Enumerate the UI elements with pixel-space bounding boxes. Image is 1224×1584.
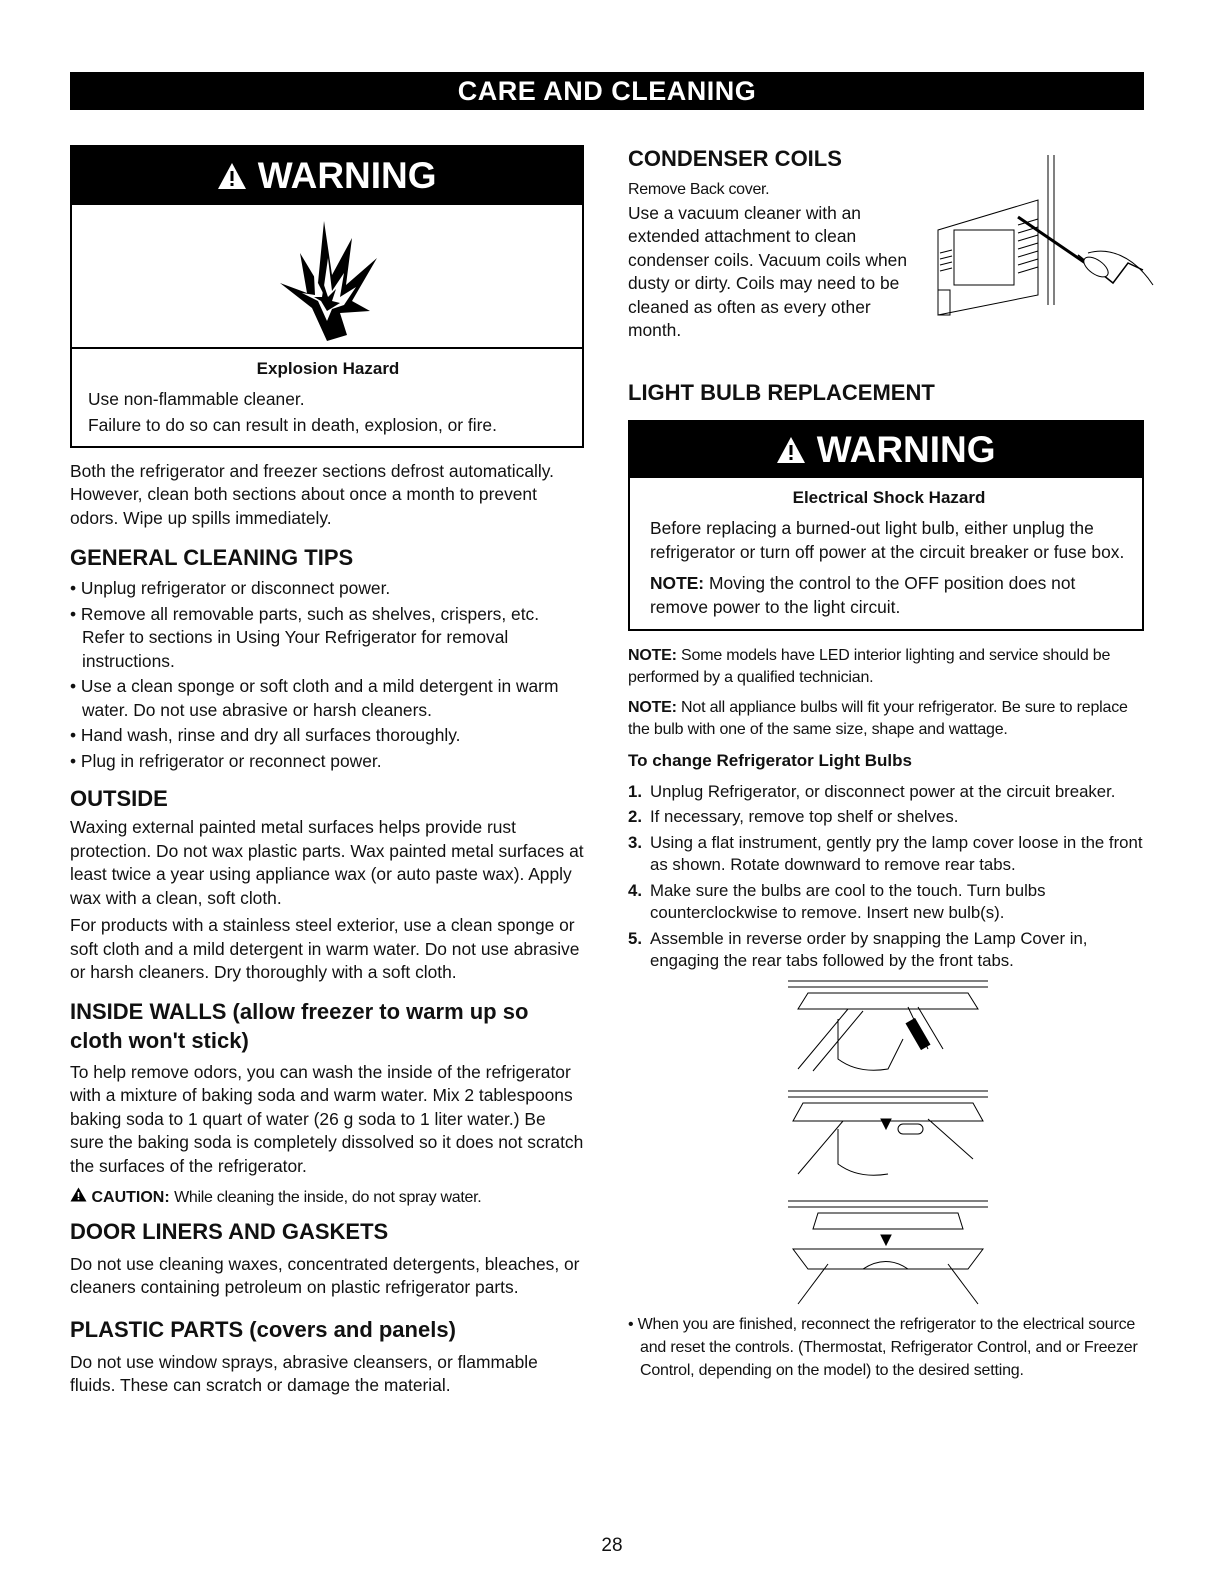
hazard-line: Use non-flammable cleaner.	[88, 388, 305, 409]
general-tips-list	[70, 577, 584, 773]
condenser-line: Remove Back cover.	[628, 181, 770, 198]
bulb-steps-list	[628, 781, 1144, 973]
note-bulbs: NOTE: Not all appliance bulbs will fit your refrigerator. Be sure to replace the bulb with one of the same size, shape and wattage.	[628, 699, 1128, 738]
list-item: 4. Make sure the bulbs are cool to the touch. Turn bulbs counterclockwise to remove. Insert new bulb(s).	[628, 880, 1046, 922]
list-item: • Remove all removable parts, such as shelves, crispers, etc. Refer to sections in Using Your Refrigerator for removal instructions.	[70, 603, 540, 671]
right-column	[628, 145, 1144, 1382]
list-item: 2. If necessary, remove top shelf or shelves.	[628, 807, 959, 826]
list-item: • Unplug refrigerator or disconnect power.	[70, 578, 391, 598]
plastic-para: Do not use window sprays, abrasive cleansers, or flammable fluids. These can scratch or damage the material.	[70, 1351, 538, 1395]
shock-warning-text: Before replacing a burned-out light bulb, either unplug the refrigerator or turn off power at the circuit breaker or fuse box.	[650, 518, 1125, 562]
condenser-heading: CONDENSER COILS	[628, 146, 842, 171]
explosion-icon	[252, 213, 402, 343]
shock-warning-box	[628, 420, 1144, 632]
warning-label: WARNING	[816, 428, 996, 470]
door-para: Do not use cleaning waxes, concentrated detergents, bleaches, or cleaners containing petroleum on plastic refrigerator parts.	[70, 1253, 580, 1297]
list-item: • Use a clean sponge or soft cloth and a mild detergent in warm water. Do not use abrasive or harsh cleaners.	[70, 676, 559, 720]
door-heading: DOOR LINERS AND GASKETS	[70, 1218, 389, 1244]
outside-para: Waxing external painted metal surfaces helps provide rust protection. Do not wax plastic parts. Wax painted metal surfaces at least twice a year using appliance wax (or auto paste wax). Apply wax with a clean, soft cloth.	[70, 817, 584, 908]
hazard-title: Electrical Shock Hazard	[792, 487, 986, 507]
warning-triangle-icon	[217, 149, 247, 207]
warning-triangle-icon	[776, 424, 806, 480]
outside-para: For products with a stainless steel exterior, use a clean sponge or soft cloth and a mild detergent in warm water. Do not use abrasive or harsh cleaners. Dry thoroughly with a soft cloth.	[70, 915, 580, 982]
list-item: 5. Assemble in reverse order by snapping the Lamp Cover in, engaging the rear tabs followed by the front tabs.	[628, 928, 1088, 970]
final-instruction: • When you are finished, reconnect the refrigerator to the electrical source and reset the controls. (Thermostat, Refrigerator Control, and or Freezer Control, depending on the model) to the desired setting.	[628, 1315, 1138, 1379]
page-title: CARE AND CLEANING	[70, 72, 1144, 110]
left-column	[70, 145, 584, 1398]
lamp-cover-illustration	[768, 979, 1008, 1309]
outside-heading: OUTSIDE	[70, 786, 168, 811]
light-heading: LIGHT BULB REPLACEMENT	[628, 379, 935, 405]
list-item: 3. Using a flat instrument, gently pry the lamp cover loose in the front as shown. Rotate downward to remove rear tabs.	[628, 832, 1143, 874]
inside-para: To help remove odors, you can wash the inside of the refrigerator with a mixture of baking soda and warm water. Mix 2 tablespoons baking soda to 1 quart of water (26 g soda to 1 liter water.) Be sure the baking soda is completely dissolved so it does not scratch the surfaces of the refrigerator.	[70, 1061, 584, 1176]
hazard-title: Explosion Hazard	[256, 359, 400, 378]
page-number: 28	[601, 1535, 623, 1556]
shock-note: NOTE: Moving the control to the OFF position does not remove power to the light circuit.	[650, 573, 1076, 617]
hazard-line: Failure to do so can result in death, explosion, or fire.	[88, 415, 497, 435]
intro-text: Both the refrigerator and freezer sections defrost automatically. However, clean both sections about once a month to prevent odors. Wipe up spills immediately.	[70, 460, 554, 528]
explosion-icon-area	[72, 205, 582, 349]
explosion-warning-box	[70, 145, 584, 448]
list-item: • Hand wash, rinse and dry all surfaces thoroughly.	[70, 725, 461, 745]
condenser-para: Use a vacuum cleaner with an extended attachment to clean condenser coils. Vacuum coils when dusty or dirty. Coils may need to be cleaned as often as every other month.	[628, 202, 908, 340]
inside-heading: INSIDE WALLS (allow freezer to warm up so cloth won't stick)	[70, 998, 529, 1053]
change-bulbs-subheading: To change Refrigerator Light Bulbs	[628, 751, 912, 770]
warning-label: WARNING	[257, 155, 437, 196]
list-item: 1. Unplug Refrigerator, or disconnect power at the circuit breaker.	[628, 781, 1116, 801]
warning-header	[72, 147, 582, 205]
plastic-heading: PLASTIC PARTS (covers and panels)	[70, 1316, 456, 1342]
caution-triangle-icon	[70, 1189, 91, 1206]
list-item: • Plug in refrigerator or reconnect power.	[70, 750, 382, 771]
general-heading: GENERAL CLEANING TIPS	[70, 545, 354, 570]
warning-header	[630, 422, 1142, 478]
note-led: NOTE: Some models have LED interior lighting and service should be performed by a qualified technician.	[628, 647, 1111, 686]
caution-line: CAUTION: While cleaning the inside, do not spray water.	[70, 1186, 584, 1210]
condenser-coils-illustration	[928, 155, 1158, 325]
